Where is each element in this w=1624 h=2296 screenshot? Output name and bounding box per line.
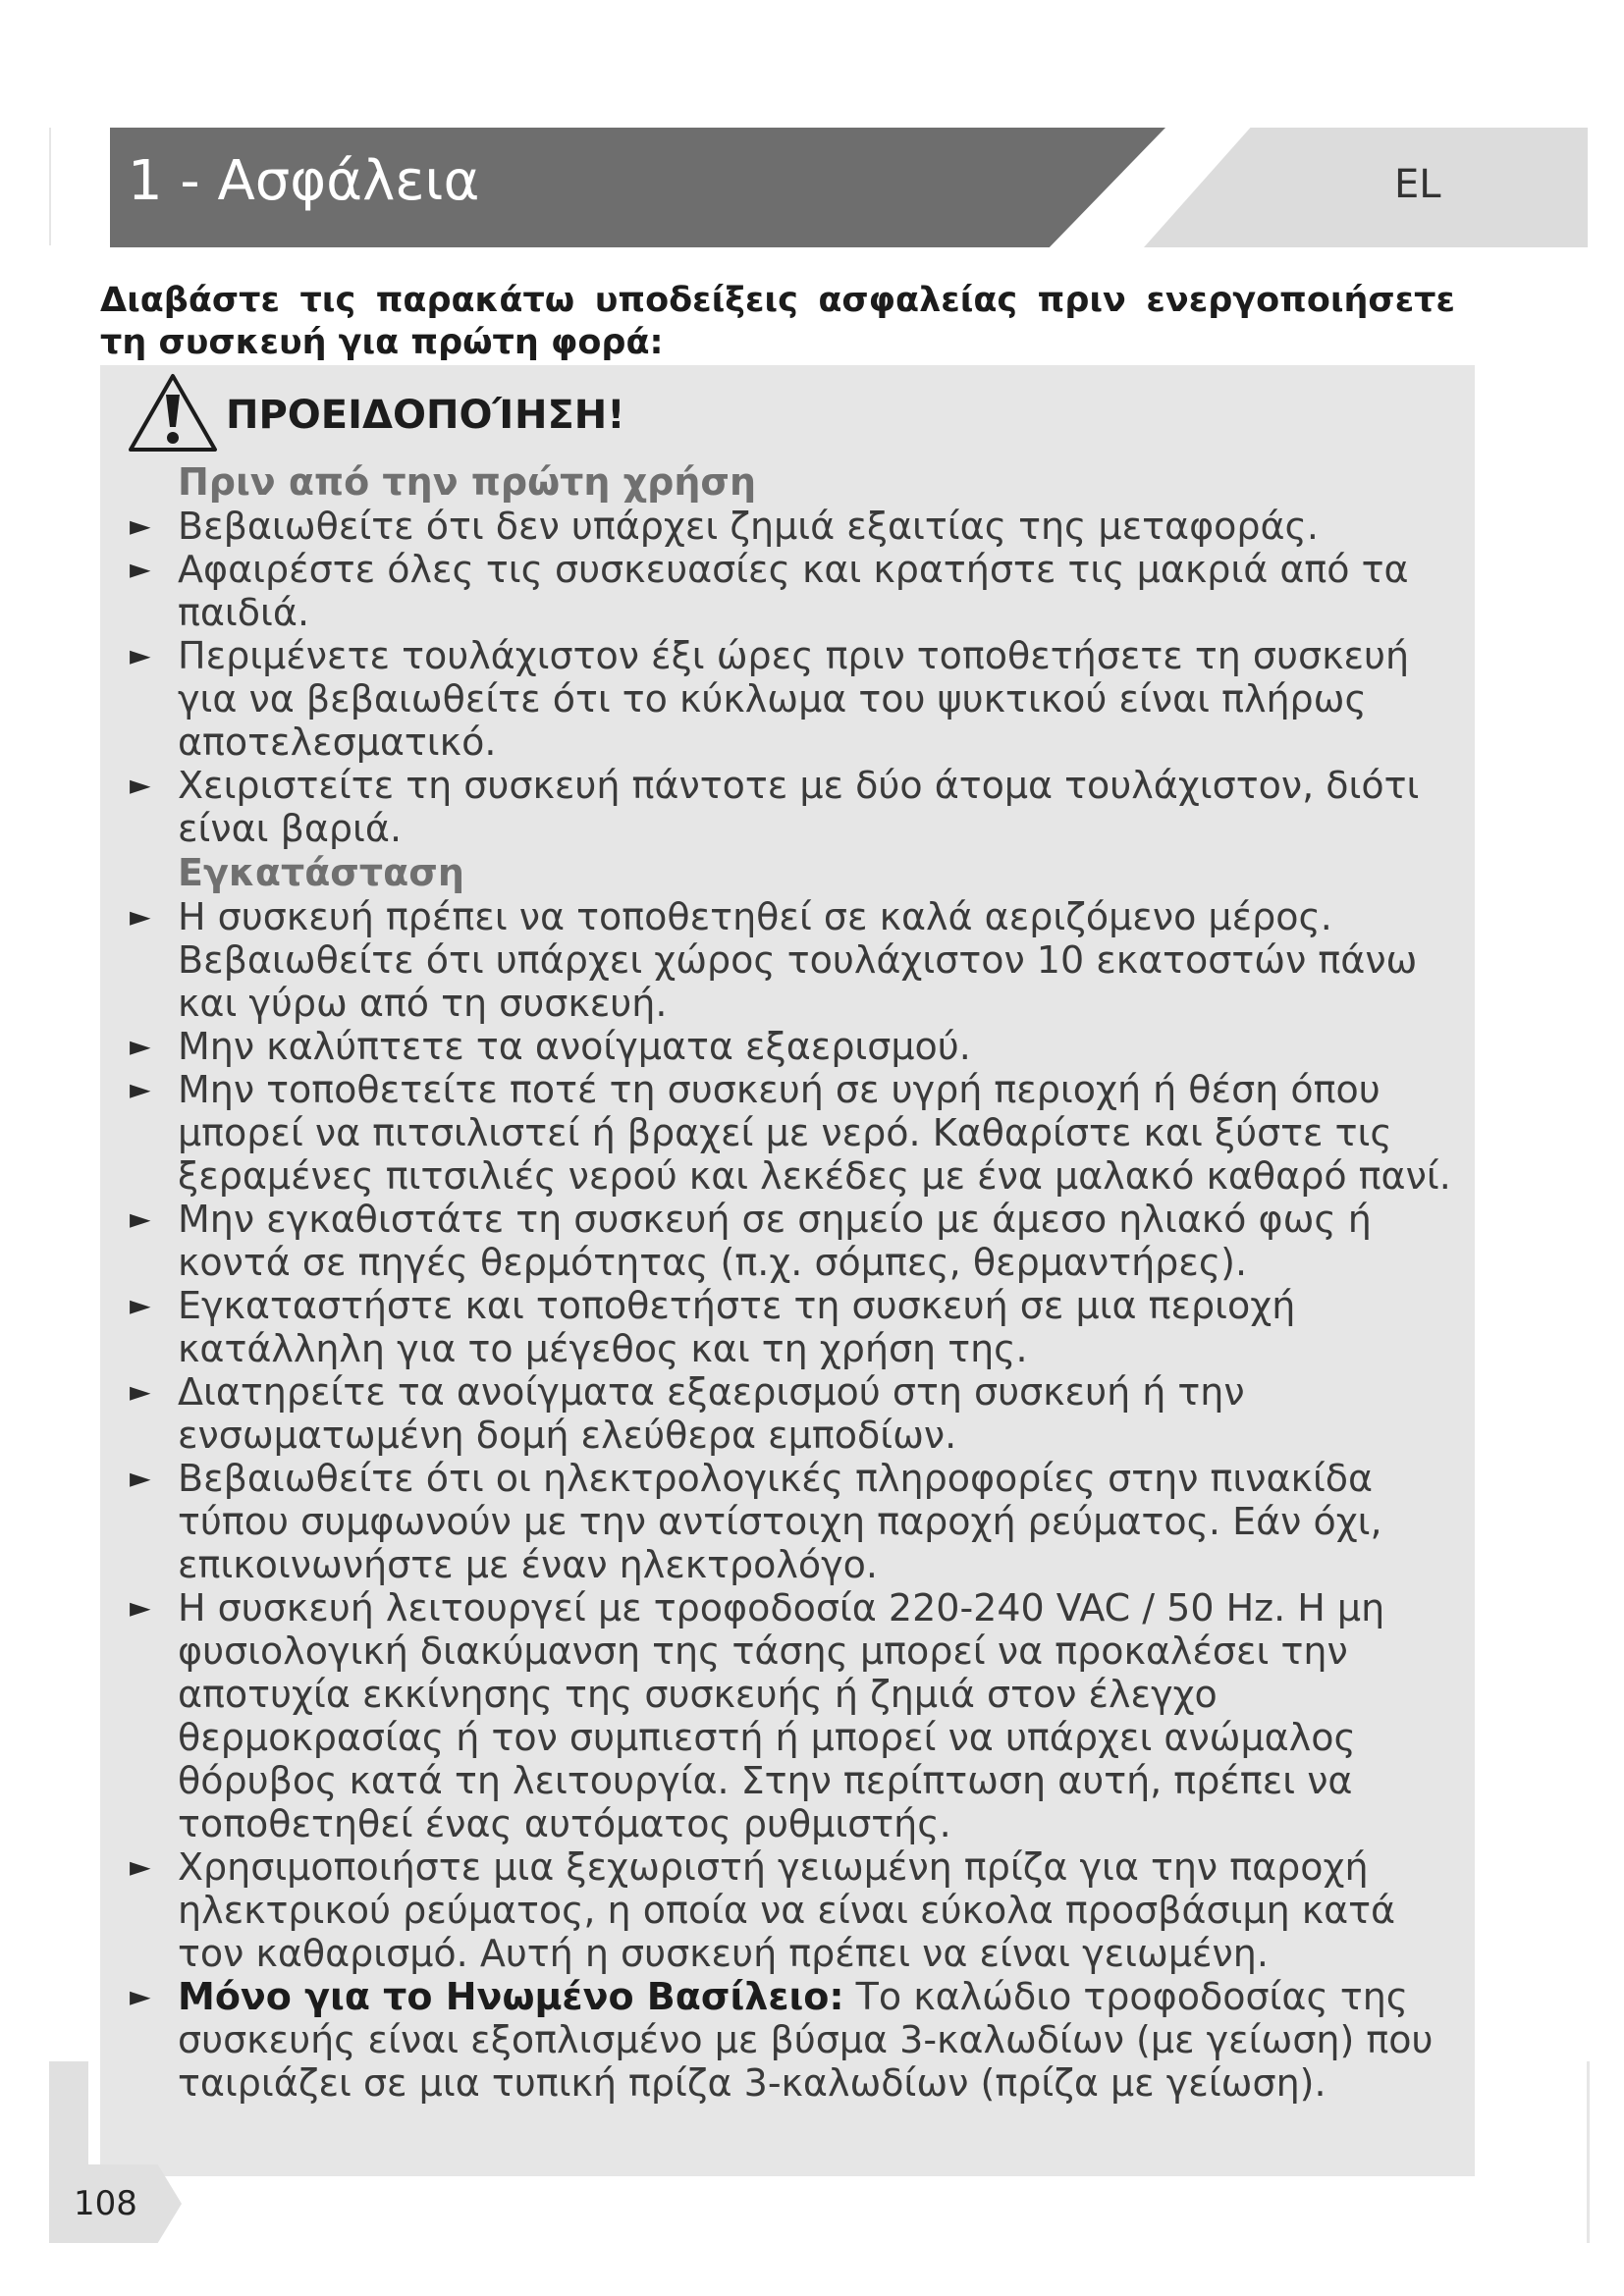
bullet-arrow-icon: ►	[130, 1850, 151, 1883]
instruction-lead: Μόνο για το Ηνωμένο Βασίλειο:	[178, 1975, 844, 2018]
bullet-arrow-icon: ►	[130, 1073, 151, 1105]
bullet-arrow-icon: ►	[130, 1591, 151, 1624]
instruction-item	[126, 1284, 1461, 1370]
bullet-arrow-icon: ►	[130, 900, 151, 933]
bullet-arrow-icon: ►	[130, 1375, 151, 1408]
instruction-item	[126, 764, 1461, 850]
bullet-arrow-icon: ►	[130, 553, 151, 585]
instruction-text: Περιμένετε τουλάχιστον έξι ώρες πριν τοποθετήσετε τη συσκευή για να βεβαιωθείτε ότι το κύκλωμα του ψυκτικού είναι πλήρως αποτελεσματικό.	[178, 634, 1410, 764]
instruction-item	[126, 634, 1461, 764]
safety-instructions	[126, 459, 1461, 2105]
instruction-item	[126, 895, 1461, 1025]
instruction-text: Το καλώδιο τροφοδοσίας της συσκευής είναι εξοπλισμένο με βύσμα 3-καλωδίων (με γείωση) που ταιριάζει σε μια τυπική πρίζα 3-καλωδίων (πρίζα με γείωση).	[178, 1975, 1434, 2105]
instruction-text: Διατηρείτε τα ανοίγματα εξαερισμού στη συσκευή ή την ενσωματωμένη δομή ελεύθερα εμποδίων.	[178, 1370, 1245, 1457]
page-number: 108	[74, 2184, 137, 2223]
bullet-arrow-icon: ►	[130, 639, 151, 671]
instruction-text: Χρησιμοποιήστε μια ξεχωριστή γειωμένη πρίζα για την παροχή ηλεκτρικού ρεύματος, η οποία να είναι εύκολα προσβάσιμη κατά τον καθαρισμό. Αυτή η συσκευή πρέπει να είναι γειωμένη.	[178, 1845, 1396, 1975]
bullet-arrow-icon: ►	[130, 769, 151, 801]
instruction-item-uk	[126, 1975, 1461, 2105]
instruction-item	[126, 1370, 1461, 1457]
bullet-arrow-icon: ►	[130, 1030, 151, 1062]
intro-text: Διαβάστε τις παρακάτω υποδείξεις ασφαλείας πριν ενεργοποιήσετε τη συσκευή για πρώτη φορά:	[100, 281, 1455, 362]
instruction-text: Μην τοποθετείτε ποτέ τη συσκευή σε υγρή περιοχή ή θέση όπου μπορεί να πιτσιλιστεί ή βραχεί με νερό. Καθαρίστε και ξύστε τις ξεραμένες πιτσιλιές νερού και λεκέδες με ένα μαλακό καθαρό πανί.	[178, 1068, 1451, 1198]
instruction-text: Αφαιρέστε όλες τις συσκευασίες και κρατήστε τις μακριά από τα παιδιά.	[178, 548, 1409, 634]
section-heading: Εγκατάσταση	[178, 851, 464, 894]
instruction-item	[126, 1068, 1461, 1198]
instruction-text: Μην καλύπτετε τα ανοίγματα εξαερισμού.	[178, 1025, 971, 1068]
bullet-arrow-icon: ►	[130, 1202, 151, 1235]
instruction-text: Η συσκευή πρέπει να τοποθετηθεί σε καλά αεριζόμενο μέρος. Βεβαιωθείτε ότι υπάρχει χώρος τουλάχιστον 10 εκατοστών πάνω και γύρω από τη συσκευή.	[178, 895, 1418, 1025]
instruction-text: Βεβαιωθείτε ότι δεν υπάρχει ζημιά εξαιτίας της μεταφοράς.	[178, 505, 1319, 548]
instruction-item	[126, 1845, 1461, 1975]
language-code: EL	[1394, 162, 1441, 207]
right-margin-rule	[1587, 2061, 1590, 2243]
instruction-text: Χειριστείτε τη συσκευή πάντοτε με δύο άτομα τουλάχιστον, διότι είναι βαριά.	[178, 764, 1420, 850]
warning-triangle-icon	[126, 371, 220, 455]
bullet-arrow-icon: ►	[130, 1980, 151, 2012]
left-margin-rule	[49, 128, 51, 245]
instruction-text: Εγκαταστήστε και τοποθετήστε τη συσκευή σε μια περιοχή κατάλληλη για το μέγεθος και τη χρήση της.	[178, 1284, 1296, 1370]
instruction-item	[126, 548, 1461, 634]
instruction-text: Η συσκευή λειτουργεί με τροφοδοσία 220-240 VAC / 50 Hz. Η μη φυσιολογική διακύμανση της τάσης μπορεί να προκαλέσει την αποτυχία εκκίνησης της συσκευής ή ζημιά στον έλεγχο θερμοκρασίας ή τον συμπιεστή ή μπορεί να υπάρχει ανώμαλος θόρυβος κατά τη λειτουργία. Στην περίπτωση αυτή, πρέπει να τοποθετηθεί ένας αυτόματος ρυθμιστής.	[178, 1586, 1385, 1845]
bullet-arrow-icon: ►	[130, 1289, 151, 1321]
instruction-item	[126, 505, 1461, 548]
instruction-item	[126, 1198, 1461, 1284]
instruction-text: Μην εγκαθιστάτε τη συσκευή σε σημείο με άμεσο ηλιακό φως ή κοντά σε πηγές θερμότητας (π.χ. σόμπες, θερμαντήρες).	[178, 1198, 1372, 1284]
instruction-item	[126, 1457, 1461, 1586]
bullet-arrow-icon: ►	[130, 1462, 151, 1494]
page-tab-strip	[49, 2061, 88, 2164]
instruction-item	[126, 1586, 1461, 1845]
chapter-header-accent	[1144, 128, 1588, 247]
warning-heading: ΠΡΟΕΙΔΟΠΟΊΗΣΗ!	[226, 393, 625, 438]
bullet-arrow-icon: ►	[130, 509, 151, 542]
instruction-text: Βεβαιωθείτε ότι οι ηλεκτρολογικές πληροφορίες στην πινακίδα τύπου συμφωνούν με την αντίστοιχη παροχή ρεύματος. Εάν όχι, επικοινωνήστε με έναν ηλεκτρολόγο.	[178, 1457, 1382, 1586]
section-heading: Πριν από την πρώτη χρήση	[178, 460, 757, 504]
chapter-title: 1 - Ασφάλεια	[128, 149, 480, 213]
instruction-item	[126, 1025, 1461, 1068]
